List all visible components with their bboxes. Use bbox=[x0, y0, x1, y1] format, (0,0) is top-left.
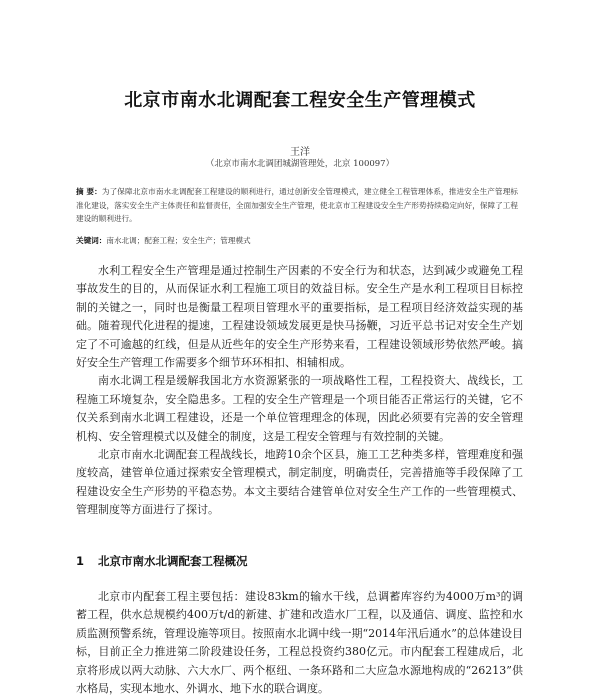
keywords-block bbox=[76, 235, 518, 247]
keywords-text: 南水北调；配套工程；安全生产；管理模式 bbox=[106, 236, 251, 245]
abstract-label: 摘 要： bbox=[76, 187, 102, 196]
abstract-text: 为了保障北京市南水北调配套工程建设的顺利进行，通过创新安全管理模式，建立健全工程管理体系，推进安全生产管理标准化建设，落实安全生产主体责任和监督责任，全面加强安全生产管理，使北京市工程建设安全生产形势持续稳定向好，保障了工程建设的顺利进行。 bbox=[76, 187, 518, 223]
section-title: 北京市南水北调配套工程概况 bbox=[98, 554, 248, 568]
paragraph: 北京市南水北调配套工程战线长，地跨10余个区县，施工工艺种类多样，管理难度和强度较高，建管单位通过探索安全管理模式，制定制度，明确责任，完善措施等手段保障了工程建设安全生产形势的平稳态势。本文主要结合建管单位对安全生产工作的一些管理模式、管理制度等方面进行了探讨。 bbox=[76, 448, 523, 517]
section-heading bbox=[76, 553, 248, 569]
intro-body bbox=[76, 262, 523, 520]
paragraph: 水利工程安全生产管理是通过控制生产因素的不安全行为和状态，达到减少或避免工程事故发生的目的，从而保证水利工程施工项目的效益目标。安全生产是水利工程项目目标控制的关键之一，同时也是衡量工程项目管理水平的重要指标，是工程项目经济效益实现的基础。随着现代化进程的提速，工程建设领域发展更是快马扬鞭，习近平总书记对安全生产划定了不可逾越的红线，但是从近些年的安全生产形势来看，工程建设领域形势依然严峻。搞好安全生产管理工作需要多个细节环环相扣、相辅相成。 bbox=[76, 264, 523, 370]
author-affiliation: （北京市南水北调团城湖管理处，北京 100097） bbox=[205, 159, 395, 169]
section-body bbox=[76, 588, 523, 698]
author-name: 王洋 bbox=[290, 147, 310, 158]
paragraph: 北京市内配套工程主要包括：建设83km的输水干线，总调蓄库容约为4000万m³的调蓄工程，供水总规模约400万t/d的新建、扩建和改造水厂工程，以及通信、调度、监控和水质监测预警系统，管理设施等项目。按照南水北调中线一期“2014年汛后通水”的总体建设目标，目前正全力推进第二阶段建设任务，工程总投资约380亿元。市内配套工程建成后，北京将形成以两大动脉、六大水厂、两个枢纽、一条环路和二大应急水源地构成的“26213”供水格局，实现本地水、外调水、地下水的联合调度。 bbox=[76, 590, 523, 696]
abstract-block bbox=[76, 185, 518, 226]
keywords-label: 关键词： bbox=[76, 236, 107, 245]
paragraph: 南水北调工程是缓解我国北方水资源紧张的一项战略性工程，工程投资大、战线长，工程施工环境复杂，安全隐患多。工程的安全生产管理是一个项目能否正常运行的关键，它不仅关系到南水北调工程建设，还是一个单位管理理念的体现，因此必须要有完善的安全管理机构、安全管理模式以及健全的制度，这是工程安全管理与有效控制的关键。 bbox=[76, 374, 523, 443]
paper-title: 北京市南水北调配套工程安全生产管理模式 bbox=[124, 90, 476, 111]
section-number: 1 bbox=[76, 554, 85, 568]
